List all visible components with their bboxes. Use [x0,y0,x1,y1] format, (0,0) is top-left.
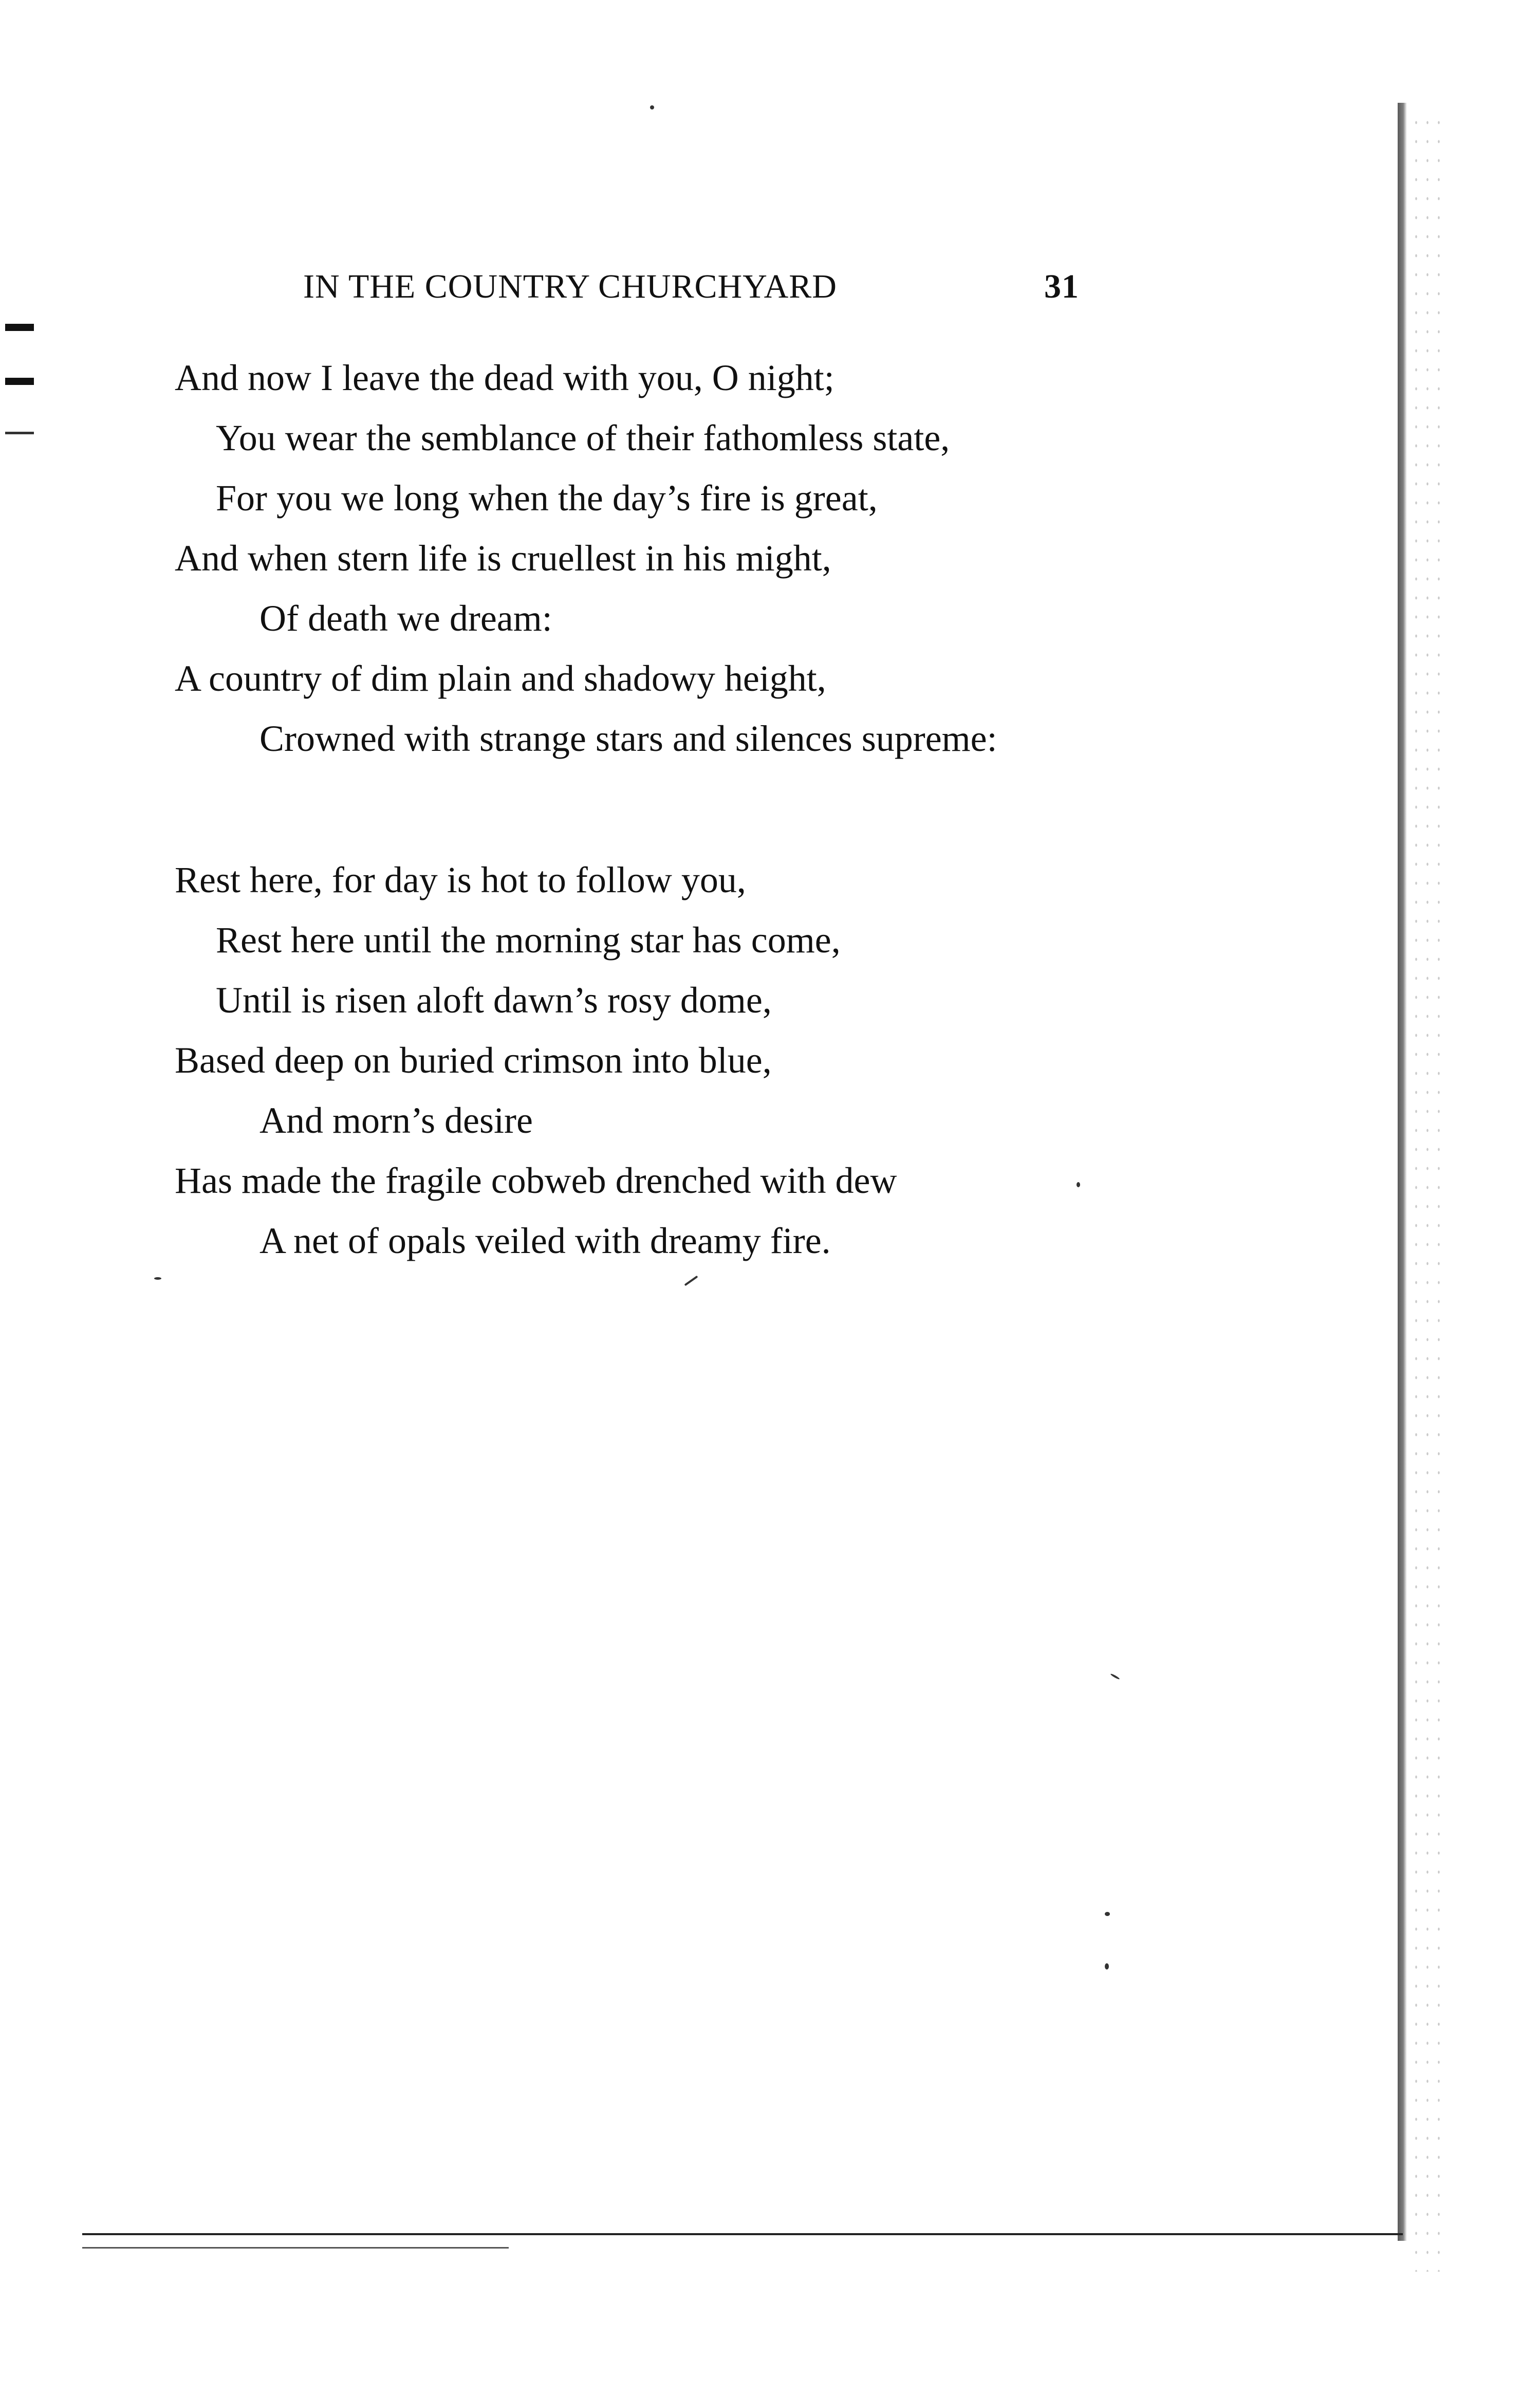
stanza-1 [175,348,1100,769]
verse-line: Until is risen aloft dawn’s rosy dome, [216,980,772,1021]
margin-mark [5,324,34,331]
scan-speck [650,105,654,109]
verse-line: For you we long when the day’s fire is great, [216,477,878,519]
scan-speck [1105,1963,1109,1969]
scan-speck [154,1277,161,1280]
verse-line: Rest here until the morning star has come, [216,919,841,961]
verse-line: A country of dim plain and shadowy height, [175,658,826,699]
scan-speck [1077,1182,1080,1187]
page-number: 31 [1044,268,1079,305]
binding-speckle [1411,113,1441,2272]
scan-speck [1105,1912,1110,1916]
verse-line: Of death we dream: [259,598,552,639]
margin-mark [5,378,34,385]
verse-line: You wear the semblance of their fathomless state, [216,417,950,458]
binding-shadow [1398,103,1407,2241]
running-title: IN THE COUNTRY CHURCHYARD [303,268,837,305]
verse-line: And now I leave the dead with you, O night; [175,357,834,398]
verse-line: Crowned with strange stars and silences supreme: [259,718,997,759]
running-head [303,267,1079,314]
verse-line: A net of opals veiled with dreamy fire. [259,1220,831,1261]
bottom-rule [82,2233,1403,2235]
verse-line: Based deep on buried crimson into blue, [175,1040,772,1081]
verse-line: Has made the fragile cobweb drenched with dew [175,1160,897,1201]
verse-line: And when stern life is cruellest in his might, [175,538,831,579]
verse-line: Rest here, for day is hot to follow you, [175,859,746,900]
verse-line: And morn’s desire [259,1100,533,1141]
stanza-2 [175,850,1100,1271]
scan-speck [1110,1673,1120,1680]
bottom-rule [82,2247,509,2249]
scan-speck [684,1276,698,1286]
margin-mark [5,432,34,434]
